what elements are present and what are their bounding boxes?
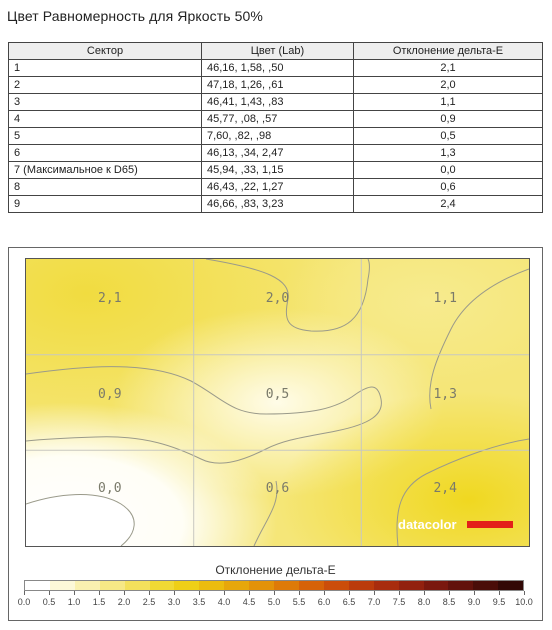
color-scale-segment (473, 581, 498, 590)
color-scale-segment (125, 581, 150, 590)
color-scale-segment (498, 581, 523, 590)
cell-value-label: 2,1 (98, 291, 122, 306)
color-cell: 45,94, ,33, 1,15 (202, 162, 354, 179)
scale-tick-label: 9.0 (467, 597, 481, 607)
color-scale-segment (299, 581, 324, 590)
color-scale-segment (424, 581, 449, 590)
color-cell: 46,66, ,83, 3,23 (202, 196, 354, 213)
color-scale-segment (150, 581, 175, 590)
color-cell: 45,77, ,08, ,57 (202, 111, 354, 128)
scale-tick (449, 591, 450, 595)
scale-tick (474, 591, 475, 595)
table-row (9, 94, 543, 111)
cell-value-label: 0,5 (265, 387, 290, 402)
cell-value-label: 0,9 (98, 387, 122, 402)
scale-tick (74, 591, 75, 595)
table-row (9, 128, 543, 145)
cell-value-label: 2,4 (433, 481, 457, 496)
scale-tick (174, 591, 175, 595)
color-scale-segment (174, 581, 199, 590)
delta-cell: 2,0 (354, 77, 543, 94)
uniformity-heatmap (25, 258, 530, 547)
cell-value-label: 0,6 (265, 481, 290, 496)
scale-tick (24, 591, 25, 595)
sector-cell: 3 (9, 94, 202, 111)
watermark-bar (467, 521, 513, 528)
scale-tick-label: 6.5 (342, 597, 356, 607)
sector-cell: 1 (9, 60, 202, 77)
scale-tick-label: 8.0 (417, 597, 431, 607)
delta-cell: 2,1 (354, 60, 543, 77)
delta-cell: 1,1 (354, 94, 543, 111)
color-scale-segment (349, 581, 374, 590)
scale-tick (349, 591, 350, 595)
scale-tick-label: 3.0 (167, 597, 181, 607)
scale-tick (424, 591, 425, 595)
scale-tick-label: 7.0 (367, 597, 381, 607)
color-cell: 46,13, ,34, 2,47 (202, 145, 354, 162)
color-cell: 7,60, ,82, ,98 (202, 128, 354, 145)
color-scale-segment (324, 581, 349, 590)
scale-tick-label: 5.5 (292, 597, 306, 607)
color-scale-segment (25, 581, 50, 590)
scale-tick-label: 4.0 (217, 597, 231, 607)
scale-tick (124, 591, 125, 595)
scale-tick (224, 591, 225, 595)
table-row (9, 162, 543, 179)
color-scale-segment (224, 581, 249, 590)
cell-value-label: 1,3 (433, 387, 457, 402)
color-scale-labels (9, 597, 544, 609)
scale-tick (249, 591, 250, 595)
scale-tick-label: 4.5 (242, 597, 256, 607)
watermark-text: datacolor (398, 517, 457, 532)
color-cell: 46,41, 1,43, ,83 (202, 94, 354, 111)
color-scale-segment (199, 581, 224, 590)
column-header-delta: Отклонение дельта-Е (354, 43, 543, 60)
table-row (9, 179, 543, 196)
sector-cell: 9 (9, 196, 202, 213)
page-title: Цвет Равномерность для Яркость 50% (7, 8, 263, 24)
color-cell: 46,16, 1,58, ,50 (202, 60, 354, 77)
scale-tick-label: 2.0 (117, 597, 131, 607)
scale-tick (99, 591, 100, 595)
delta-cell: 0,0 (354, 162, 543, 179)
column-header-color: Цвет (Lab) (202, 43, 354, 60)
sector-cell: 6 (9, 145, 202, 162)
cell-value-label: 1,1 (433, 291, 457, 306)
table-row (9, 77, 543, 94)
scale-tick-label: 7.5 (392, 597, 406, 607)
table-row (9, 60, 543, 77)
legend-title: Отклонение дельта-Е (215, 563, 336, 577)
delta-cell: 2,4 (354, 196, 543, 213)
color-scale-segment (399, 581, 424, 590)
sector-cell: 4 (9, 111, 202, 128)
column-header-sector: Сектор (9, 43, 202, 60)
color-scale-segment (274, 581, 299, 590)
scale-tick (274, 591, 275, 595)
scale-tick-label: 5.0 (267, 597, 281, 607)
cell-value-label: 2,0 (265, 291, 290, 306)
scale-tick-label: 10.0 (515, 597, 533, 607)
sector-cell: 8 (9, 179, 202, 196)
color-scale-bar (24, 580, 524, 591)
color-cell: 47,18, 1,26, ,61 (202, 77, 354, 94)
scale-tick (49, 591, 50, 595)
scale-tick-label: 1.5 (92, 597, 106, 607)
scale-tick (149, 591, 150, 595)
heatmap-svg (26, 259, 529, 546)
table-row (9, 196, 543, 213)
color-cell: 46,43, ,22, 1,27 (202, 179, 354, 196)
color-scale-segment (100, 581, 125, 590)
scale-tick-label: 3.5 (192, 597, 206, 607)
uniformity-chart-panel (8, 247, 543, 621)
scale-tick (374, 591, 375, 595)
table-row (9, 111, 543, 128)
table-header-row (9, 43, 543, 60)
table-row (9, 145, 543, 162)
sector-cell: 2 (9, 77, 202, 94)
scale-tick-label: 0.5 (42, 597, 56, 607)
color-scale-segment (448, 581, 473, 590)
sector-cell: 5 (9, 128, 202, 145)
uniformity-table (8, 42, 543, 213)
sector-cell: 7 (Максимальное к D65) (9, 162, 202, 179)
scale-tick (524, 591, 525, 595)
scale-tick (499, 591, 500, 595)
scale-tick-label: 8.5 (442, 597, 456, 607)
scale-tick (299, 591, 300, 595)
delta-cell: 1,3 (354, 145, 543, 162)
scale-tick-label: 6.0 (317, 597, 331, 607)
scale-tick (399, 591, 400, 595)
scale-tick (324, 591, 325, 595)
delta-cell: 0,6 (354, 179, 543, 196)
delta-cell: 0,9 (354, 111, 543, 128)
color-scale-segment (50, 581, 75, 590)
delta-cell: 0,5 (354, 128, 543, 145)
scale-tick-label: 0.0 (17, 597, 31, 607)
scale-tick-label: 2.5 (142, 597, 156, 607)
scale-tick (199, 591, 200, 595)
cell-value-label: 0,0 (98, 481, 122, 496)
scale-tick-label: 9.5 (492, 597, 506, 607)
color-scale-segment (75, 581, 100, 590)
scale-tick-label: 1.0 (67, 597, 81, 607)
color-scale-segment (249, 581, 274, 590)
color-scale-segment (374, 581, 399, 590)
